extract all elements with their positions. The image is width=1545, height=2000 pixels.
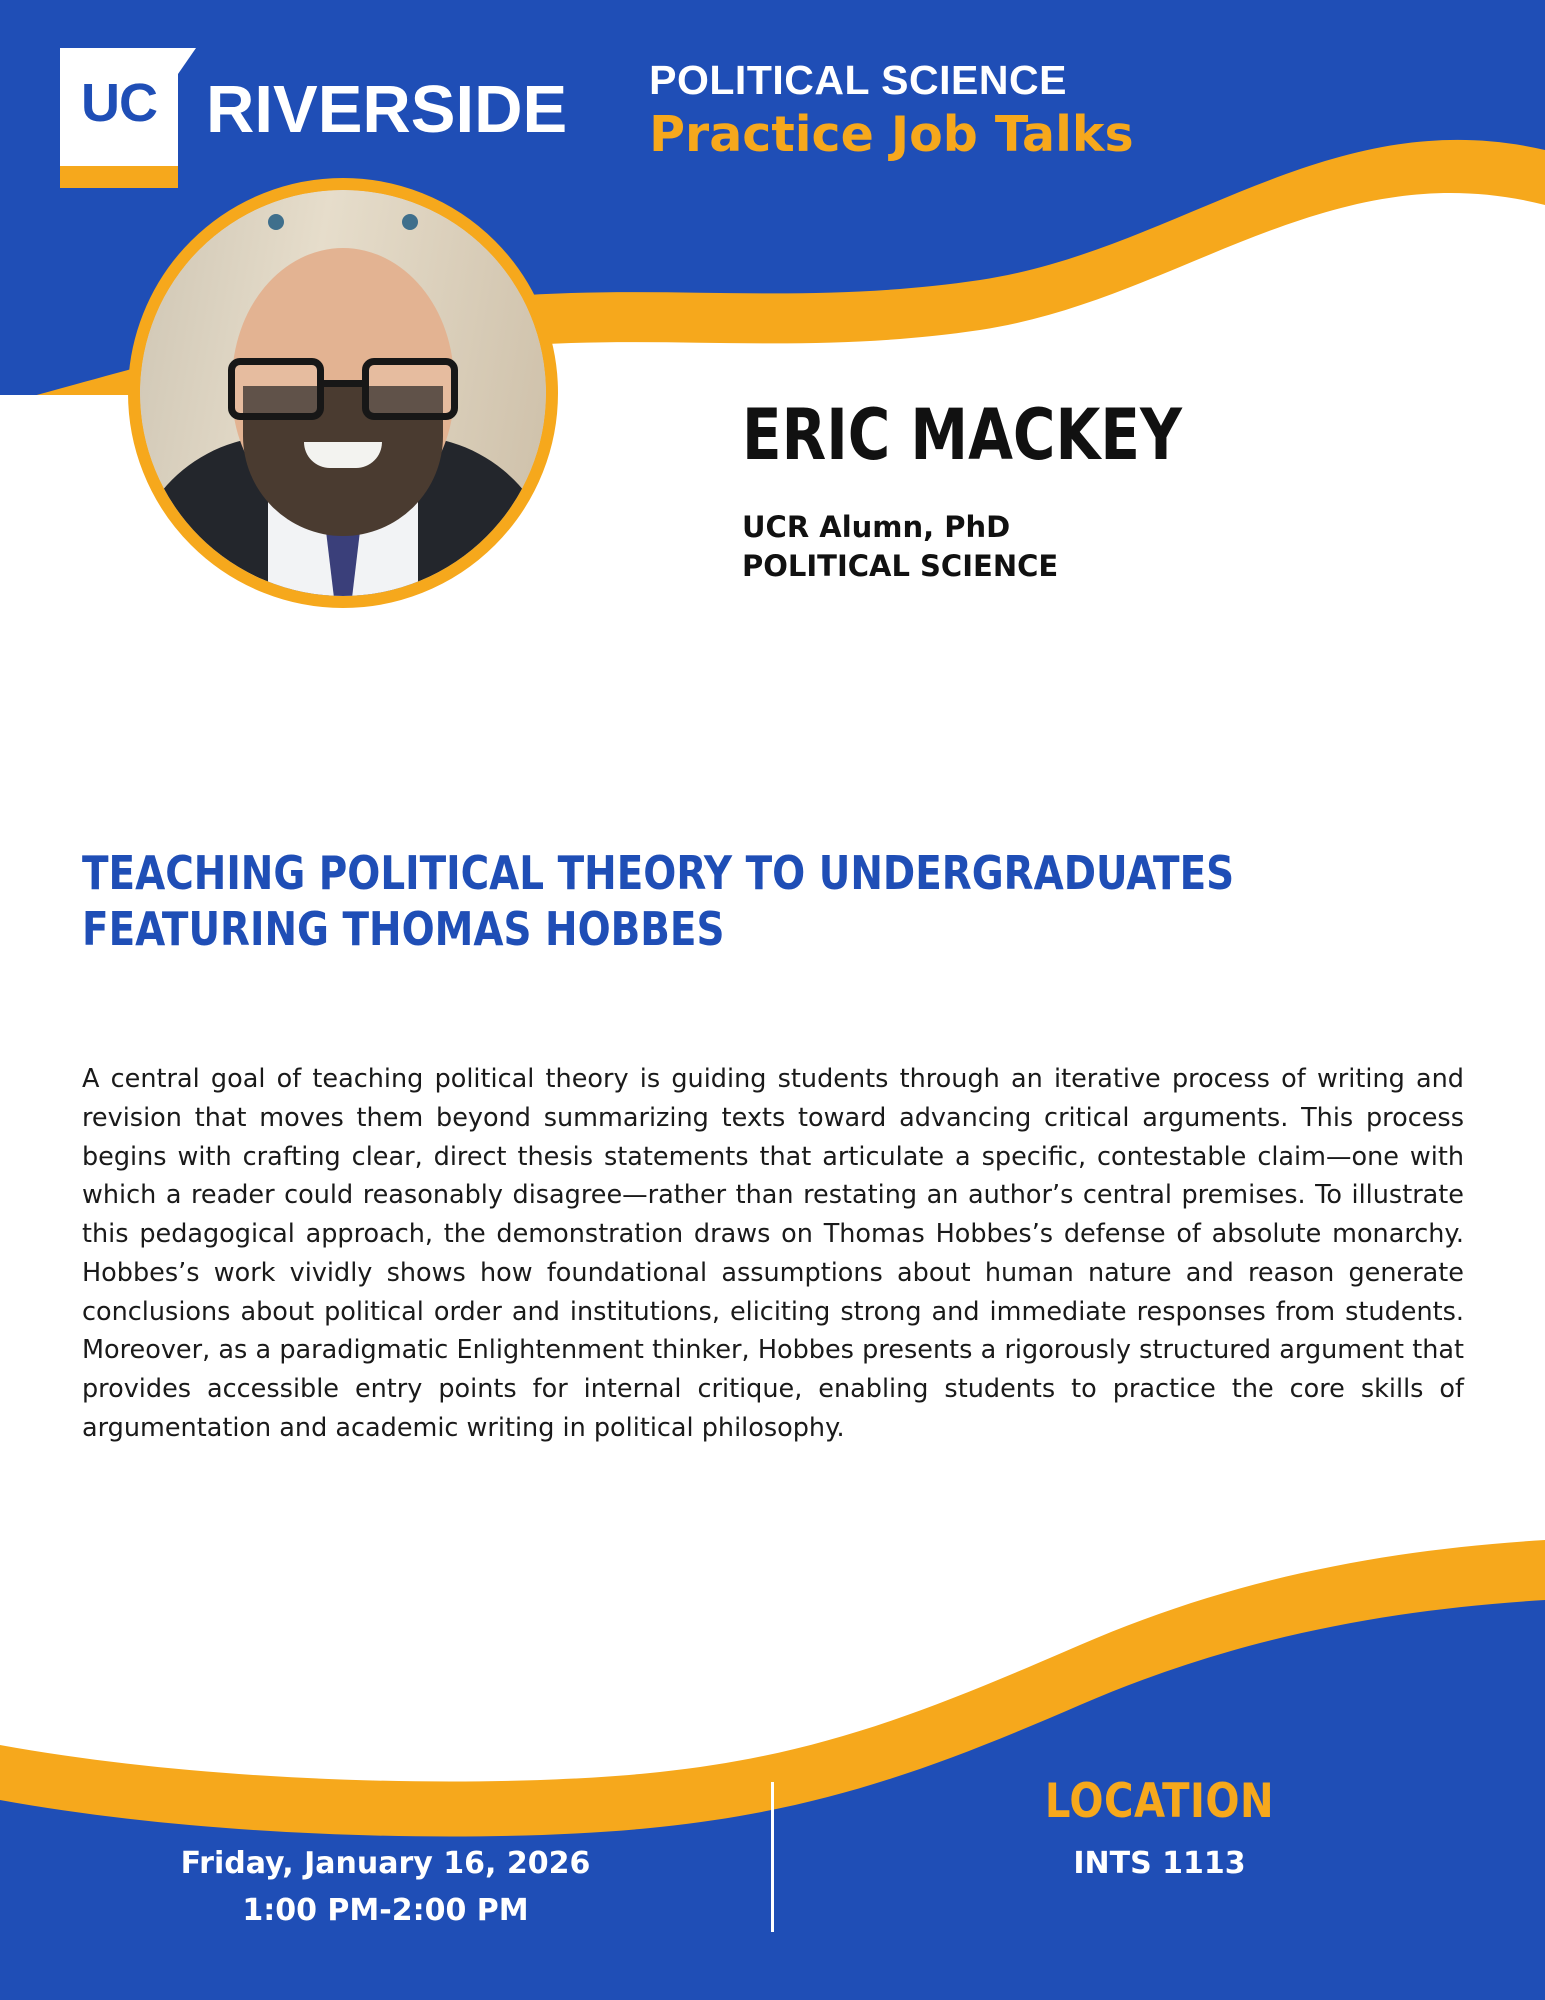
- event-details: [0, 1740, 1545, 2000]
- speaker-name: ERIC MACKEY: [742, 394, 1182, 476]
- location-column: [774, 1740, 1545, 1886]
- location-heading: LOCATION: [1044, 1774, 1275, 1829]
- photo-eye-right: [402, 214, 418, 230]
- photo-lens-right: [362, 358, 458, 420]
- speaker-department: POLITICAL SCIENCE: [742, 549, 1059, 584]
- event-room: INTS 1113: [1073, 1846, 1246, 1881]
- speaker-credential: UCR Alumn, PhD: [742, 510, 1011, 544]
- uc-logo-notch: [178, 48, 196, 74]
- uc-logo-text: UC: [81, 73, 157, 133]
- speaker-info: [742, 394, 1220, 586]
- event-hours: 1:00 PM-2:00 PM: [242, 1892, 529, 1928]
- photo-lens-left: [228, 358, 324, 420]
- riverside-wordmark: RIVERSIDE: [206, 72, 568, 147]
- glasses-icon: [228, 358, 458, 420]
- time-column: [0, 1740, 771, 1932]
- header-titles: [649, 58, 1134, 163]
- photo-eye-left: [268, 214, 284, 230]
- talk-abstract: A central goal of teaching political theory is guiding students through an iterative process of writing and revision that moves them beyond summarizing texts toward advancing critical arguments. This process begins with crafting clear, direct thesis statements that articulate a specific, contestable claim—one with which a reader could reasonably disagree—rather than restating an author’s central premises. To illustrate this pedagogical approach, the demonstration draws on Thomas Hobbes’s defense of absolute monarchy. Hobbes’s work vividly shows how foundational assumptions about human nature and reason generate conclusions about political order and institutions, eliciting strong and immediate responses from students. Moreover, as a paradigmatic Enlightenment thinker, Hobbes presents a rigorously structured argument that provides accessible entry points for internal critique, enabling students to practice the core skills of argumentation and academic writing in political philosophy.: [82, 1064, 1464, 1443]
- photo-glasses-bridge: [324, 380, 362, 387]
- time-heading: TIME: [329, 1774, 442, 1829]
- department-title: POLITICAL SCIENCE: [649, 57, 1067, 103]
- uc-logo-mark: [60, 48, 178, 166]
- speaker-photo: [128, 178, 558, 608]
- series-title: Practice Job Talks: [649, 106, 1134, 164]
- event-date: Friday, January 16, 2026: [180, 1846, 591, 1881]
- talk-title: TEACHING POLITICAL THEORY TO UNDERGRADUATES FEATURING THOMAS HOBBES: [82, 846, 1235, 957]
- speaker-photo-image: [140, 190, 546, 596]
- uc-logo-gold-bar: [60, 166, 178, 188]
- ucr-logo: [60, 48, 567, 166]
